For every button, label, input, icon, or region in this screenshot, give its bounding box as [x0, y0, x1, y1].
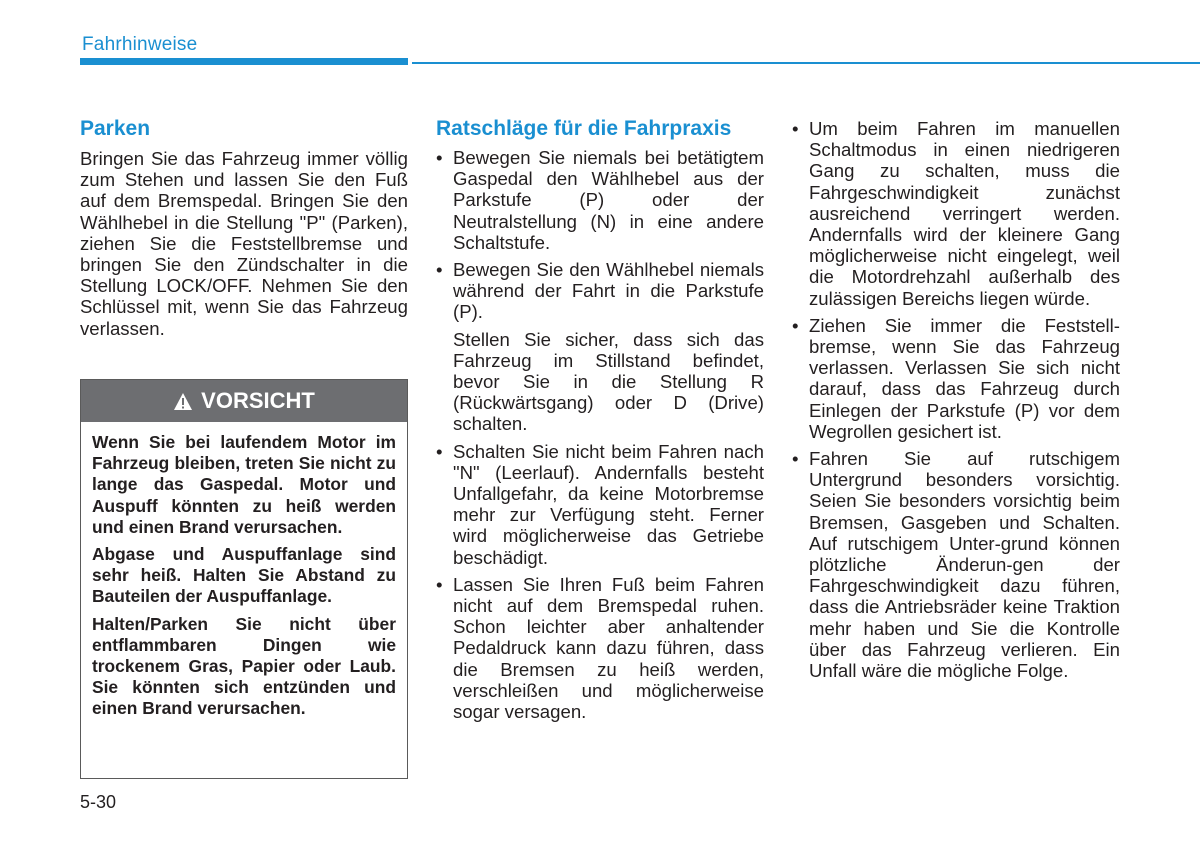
caution-paragraph: Wenn Sie bei laufendem Motor im Fahrzeug bleiben, treten Sie nicht zu lange das Gaspedal. Motor und Auspuff könnten zu heiß werden und einen Brand verursachen. — [92, 432, 396, 537]
caution-label: VORSICHT — [201, 388, 315, 413]
heading-ratschlaege: Ratschläge für die Fahrpraxis — [436, 117, 732, 140]
list-item-text: Um beim Fahren im manuellen Schaltmodus in einen niedrigeren Gang zu schalten, muss die Fahrgeschwindigkeit zunächst ausreichend verringert werden. Andernfalls wird der kleinere Gang möglicherweise nicht eingelegt, weil die Motordrehzahl außerhalb des zulässigen Bereichs liegen würde. — [809, 118, 1120, 309]
column-right — [792, 116, 1120, 687]
bullet: • — [792, 448, 799, 470]
warning-triangle-icon — [173, 392, 193, 411]
list-item — [436, 259, 764, 435]
bullet: • — [792, 314, 799, 336]
caution-header — [81, 380, 407, 422]
caution-paragraph: Abgase und Auspuffanlage sind sehr heiß. Halten Sie Abstand zu Bauteilen der Auspuffanlage. — [92, 544, 396, 607]
list-item — [792, 315, 1120, 442]
list-item-text: Schalten Sie nicht beim Fahren nach "N" (Leerlauf). Andernfalls besteht Unfallgefahr, da keine Motorbremse mehr zur Verfügung steht. Ferner wird möglicherweise das Getriebe beschädigt. — [453, 440, 764, 568]
page-number: 5-30 — [80, 792, 117, 812]
section-title: Fahrhinweise — [82, 34, 198, 55]
list-item-subtext: Stellen Sie sicher, dass sich das Fahrzeug im Stillstand befindet, bevor Sie in die Stellung R (Rückwärtsgang) oder D (Drive) schalten. — [453, 328, 764, 435]
parken-text: Bringen Sie das Fahrzeug immer völlig zum Stehen und lassen Sie den Fuß auf dem Bremspedal. Bringen Sie den Wählhebel in die Stellung "P" (Parken), ziehen Sie die Feststellbremse und bringen Sie den Zündschalter in die Stellung LOCK/OFF. Nehmen Sie den Schlüssel mit, wenn Sie das Fahrzeug verlassen. — [80, 148, 408, 339]
advice-list-continued — [792, 118, 1120, 681]
bullet: • — [436, 147, 443, 168]
list-item-text: Lassen Sie Ihren Fuß beim Fahren nicht auf dem Bremspedal ruhen. Schon leichter aber anhaltender Pedaldruck kann dazu führen, dass die Bremsen zu heiß werden, verschleißen und möglicherweise sogar versagen. — [453, 573, 764, 723]
heading-parken: Parken — [80, 117, 151, 140]
bullet: • — [792, 118, 799, 139]
list-item-text: Fahren Sie auf rutschigem Untergrund besonders vorsichtig. Seien Sie besonders vorsichtig beim Bremsen, Gasgeben und Schalten. Auf rutschigem Unter-grund können plötzliche Änderun-gen der Fahrgeschwindigkeit dazu führen, dass die Antriebsräder keine Traktion mehr haben und Sie die Kontrolle über das Fahrzeug verlieren. Ein Unfall wäre die mögliche Folge. — [809, 448, 1120, 682]
bullet: • — [436, 259, 443, 281]
bullet: • — [436, 573, 443, 595]
caution-box — [80, 379, 408, 779]
list-item-text: Ziehen Sie immer die Feststell-bremse, wenn Sie das Fahrzeug verlassen. Verlassen Sie sich nicht darauf, dass das Fahrzeug durch Einlegen der Parkstufe (P) vor dem Wegrollen gesichert ist. — [809, 314, 1120, 442]
header-bar-thick — [80, 58, 408, 65]
list-item-text: Bewegen Sie den Wählhebel niemals während der Fahrt in die Parkstufe (P). — [453, 259, 764, 323]
list-item-text: Bewegen Sie niemals bei betätigtem Gaspedal den Wählhebel aus der Parkstufe (P) oder der Neutralstellung (N) in eine andere Schaltstufe. — [453, 147, 764, 253]
caution-paragraph: Halten/Parken Sie nicht über entflammbaren Dingen wie trockenem Gras, Papier oder Laub. Sie könnten sich entzünden und einen Brand verursachen. — [92, 613, 396, 719]
column-middle — [436, 116, 764, 728]
list-item — [792, 118, 1120, 309]
caution-body — [81, 422, 407, 720]
column-left — [80, 116, 408, 339]
list-item — [436, 441, 764, 568]
advice-list — [436, 147, 764, 722]
list-item — [436, 574, 764, 722]
list-item — [436, 147, 764, 253]
header-rule — [412, 62, 1200, 64]
list-item — [792, 448, 1120, 681]
bullet: • — [436, 440, 443, 462]
